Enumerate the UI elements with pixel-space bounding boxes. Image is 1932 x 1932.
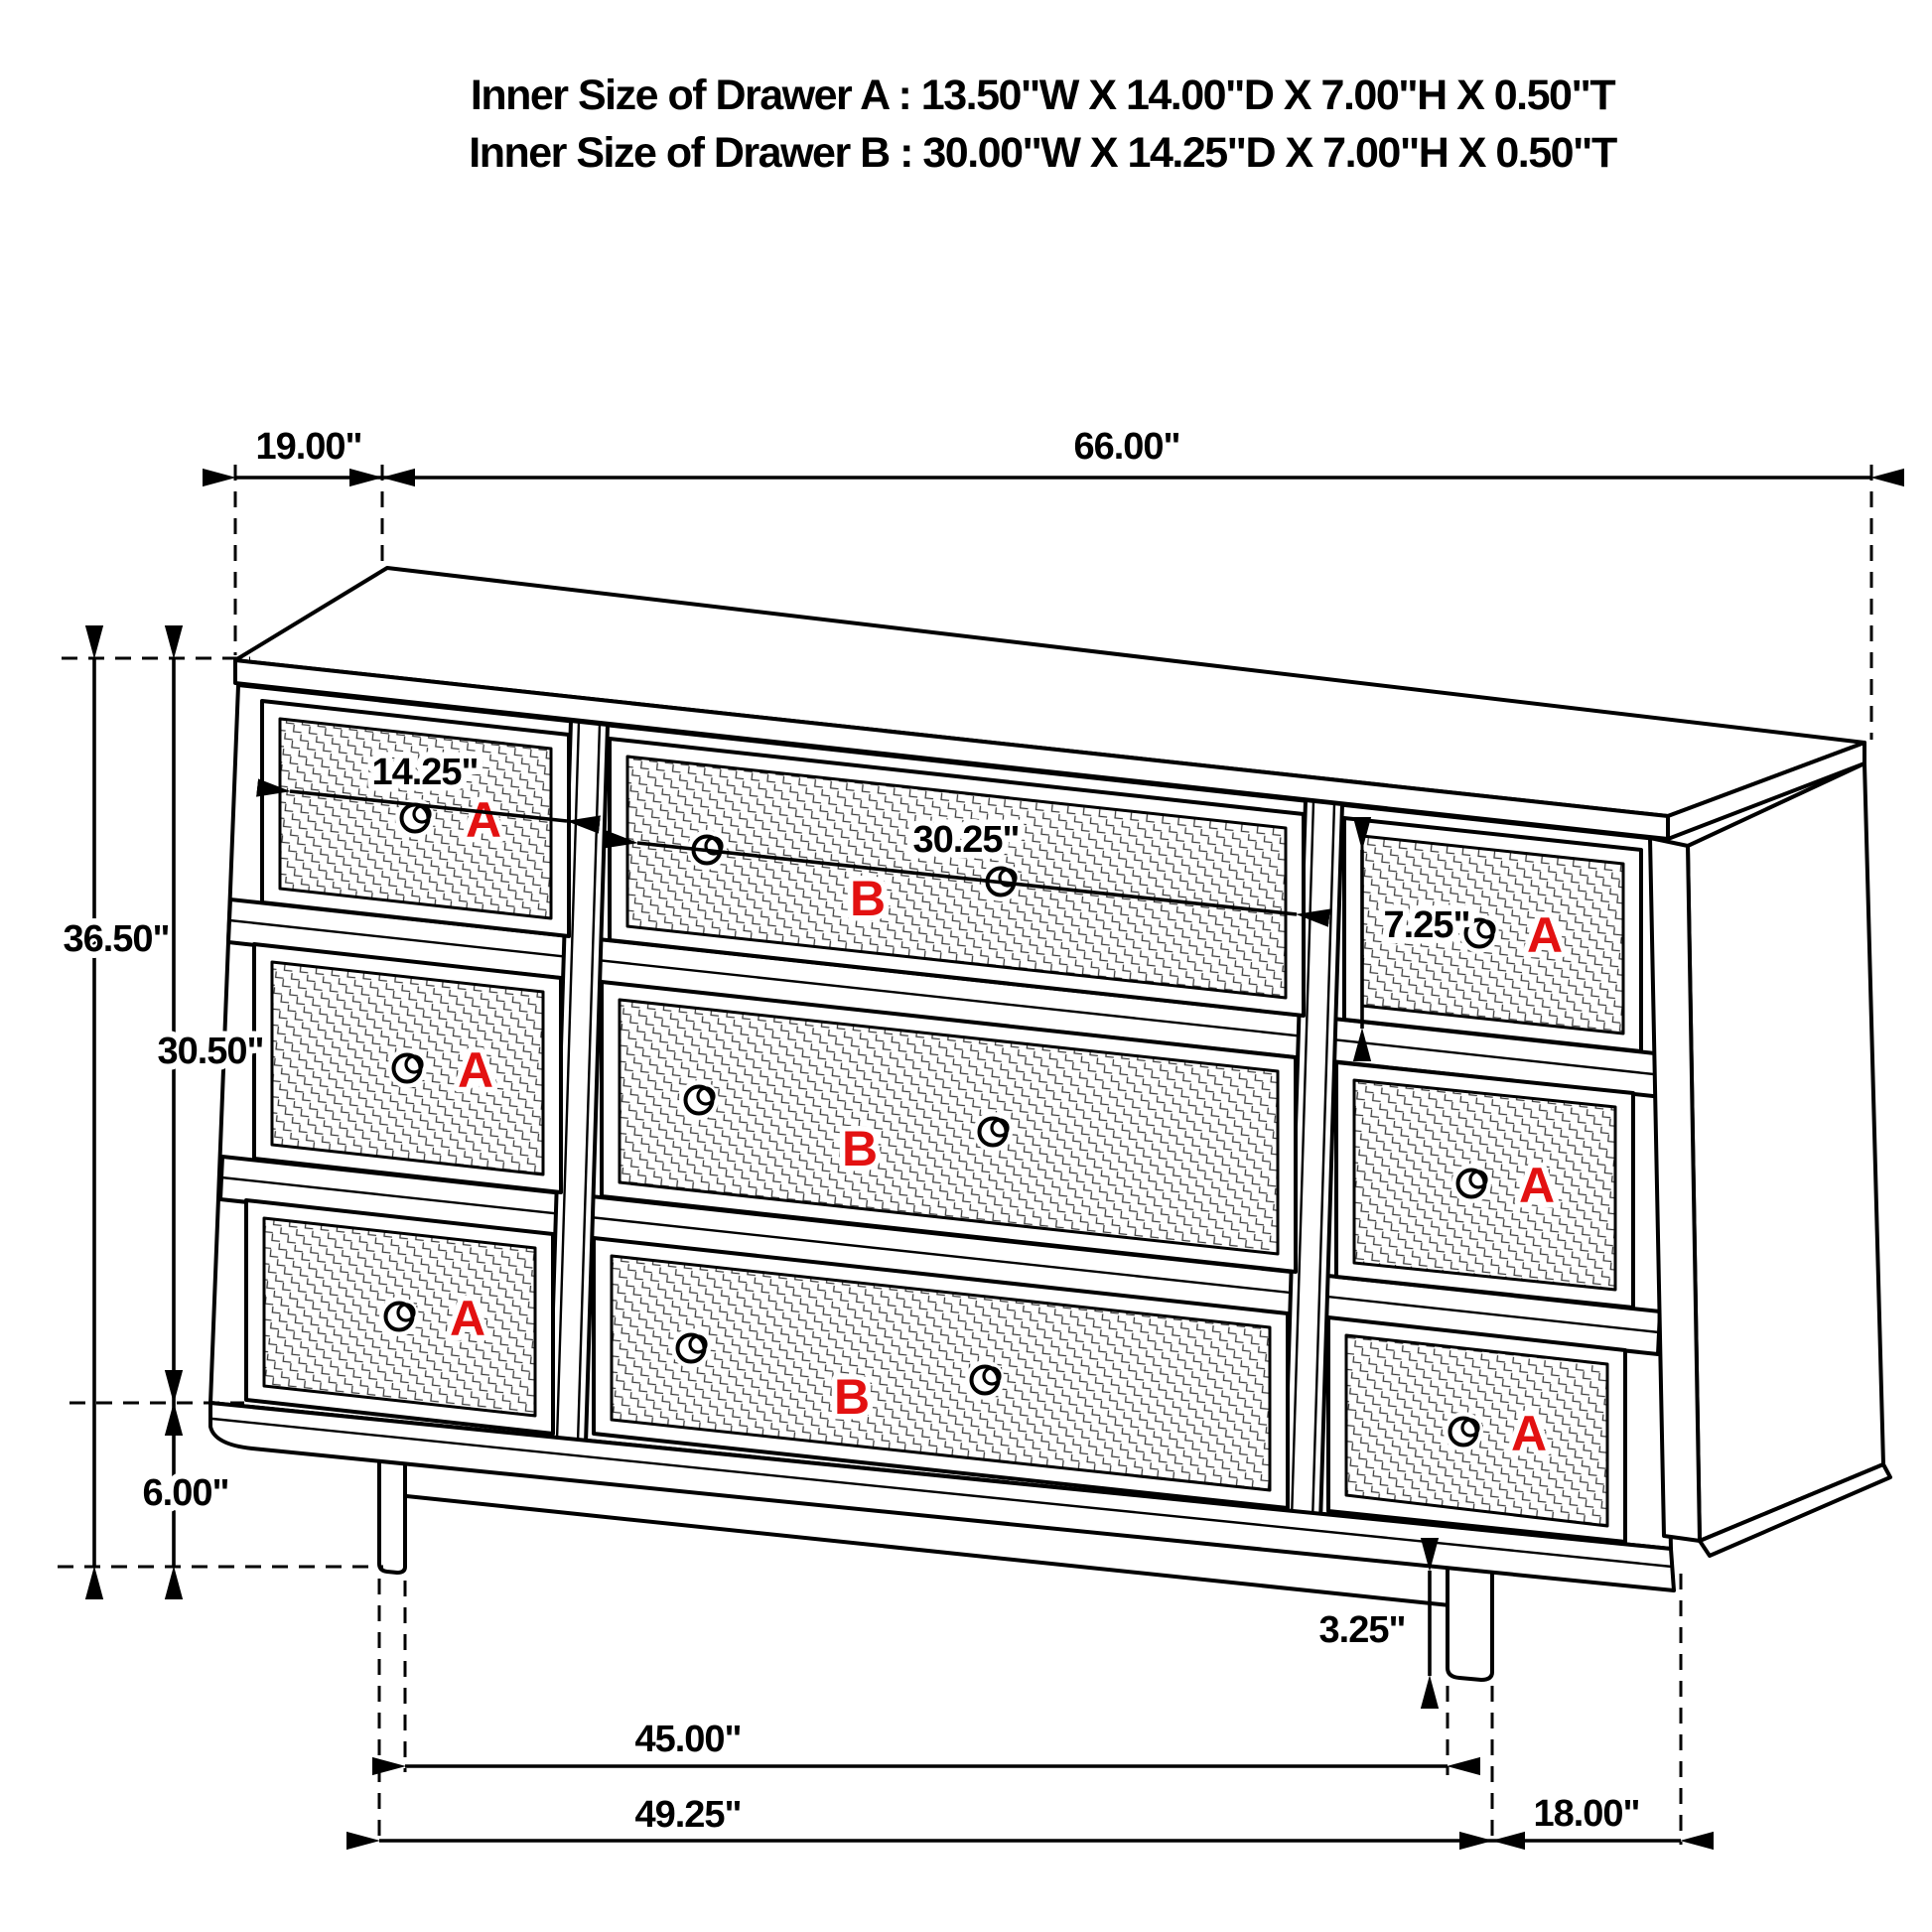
title-line-1: Inner Size of Drawer A : 13.50"W X 14.00"D X 7.00"H X 0.50"T [470,71,1615,119]
dimension-label: 14.25" [371,752,479,793]
drawer-letter: B [849,871,887,926]
title-block [469,71,1617,177]
dimension-label: 19.00" [255,426,362,468]
ring-pull-icon [379,1297,419,1336]
ring-pull-icon [671,1328,711,1368]
drawer-letter: A [465,792,502,848]
drawer-a-row3 [246,1200,553,1434]
ring-pull-icon [965,1360,1005,1400]
drawer-letter: B [833,1369,871,1425]
drawer-a-row1 [262,701,569,936]
drawer-letter: A [1510,1406,1548,1461]
drawer-a-row2-right [1336,1062,1633,1308]
dim-leg-outer-span [379,1794,1492,1841]
dim-overall-width [382,426,1871,478]
dimension-label: 18.00" [1533,1793,1640,1835]
dimension-label: 3.25" [1318,1609,1406,1651]
dimension-label: 6.00" [142,1472,229,1514]
drawer-letter: B [841,1121,879,1176]
ring-pull-icon [1451,1164,1491,1203]
dimension-label: 7.25" [1383,904,1470,946]
dim-side-leg-offset [1492,1793,1681,1841]
right-leg [1448,1557,1492,1680]
title-line-2: Inner Size of Drawer B : 30.00"W X 14.25"D X 7.00"H X 0.50"T [469,129,1616,177]
drawer-a-row3-right [1328,1317,1625,1542]
dimension-label: 30.50" [157,1031,264,1072]
drawer-letter: A [457,1042,494,1098]
dresser-drawing [210,568,1890,1680]
drawer-letter: A [449,1291,486,1346]
ring-pull-icon [973,1112,1013,1152]
dresser-side-panel [1688,763,1883,1541]
drawer-letter: A [1518,1158,1556,1213]
dimension-label: 49.25" [634,1794,742,1836]
dimension-label: 30.25" [912,819,1020,861]
dimension-label: 66.00" [1073,426,1180,468]
dimension-label: 45.00" [634,1719,742,1760]
dimension-label: 36.50" [63,918,170,960]
drawer-letter: A [1526,907,1564,963]
ring-pull-icon [387,1048,427,1088]
dim-leg-inner-span [405,1719,1448,1766]
ring-pull-icon [1444,1412,1483,1451]
drawer-a-row2 [254,944,561,1192]
ring-pull-icon [679,1080,719,1120]
